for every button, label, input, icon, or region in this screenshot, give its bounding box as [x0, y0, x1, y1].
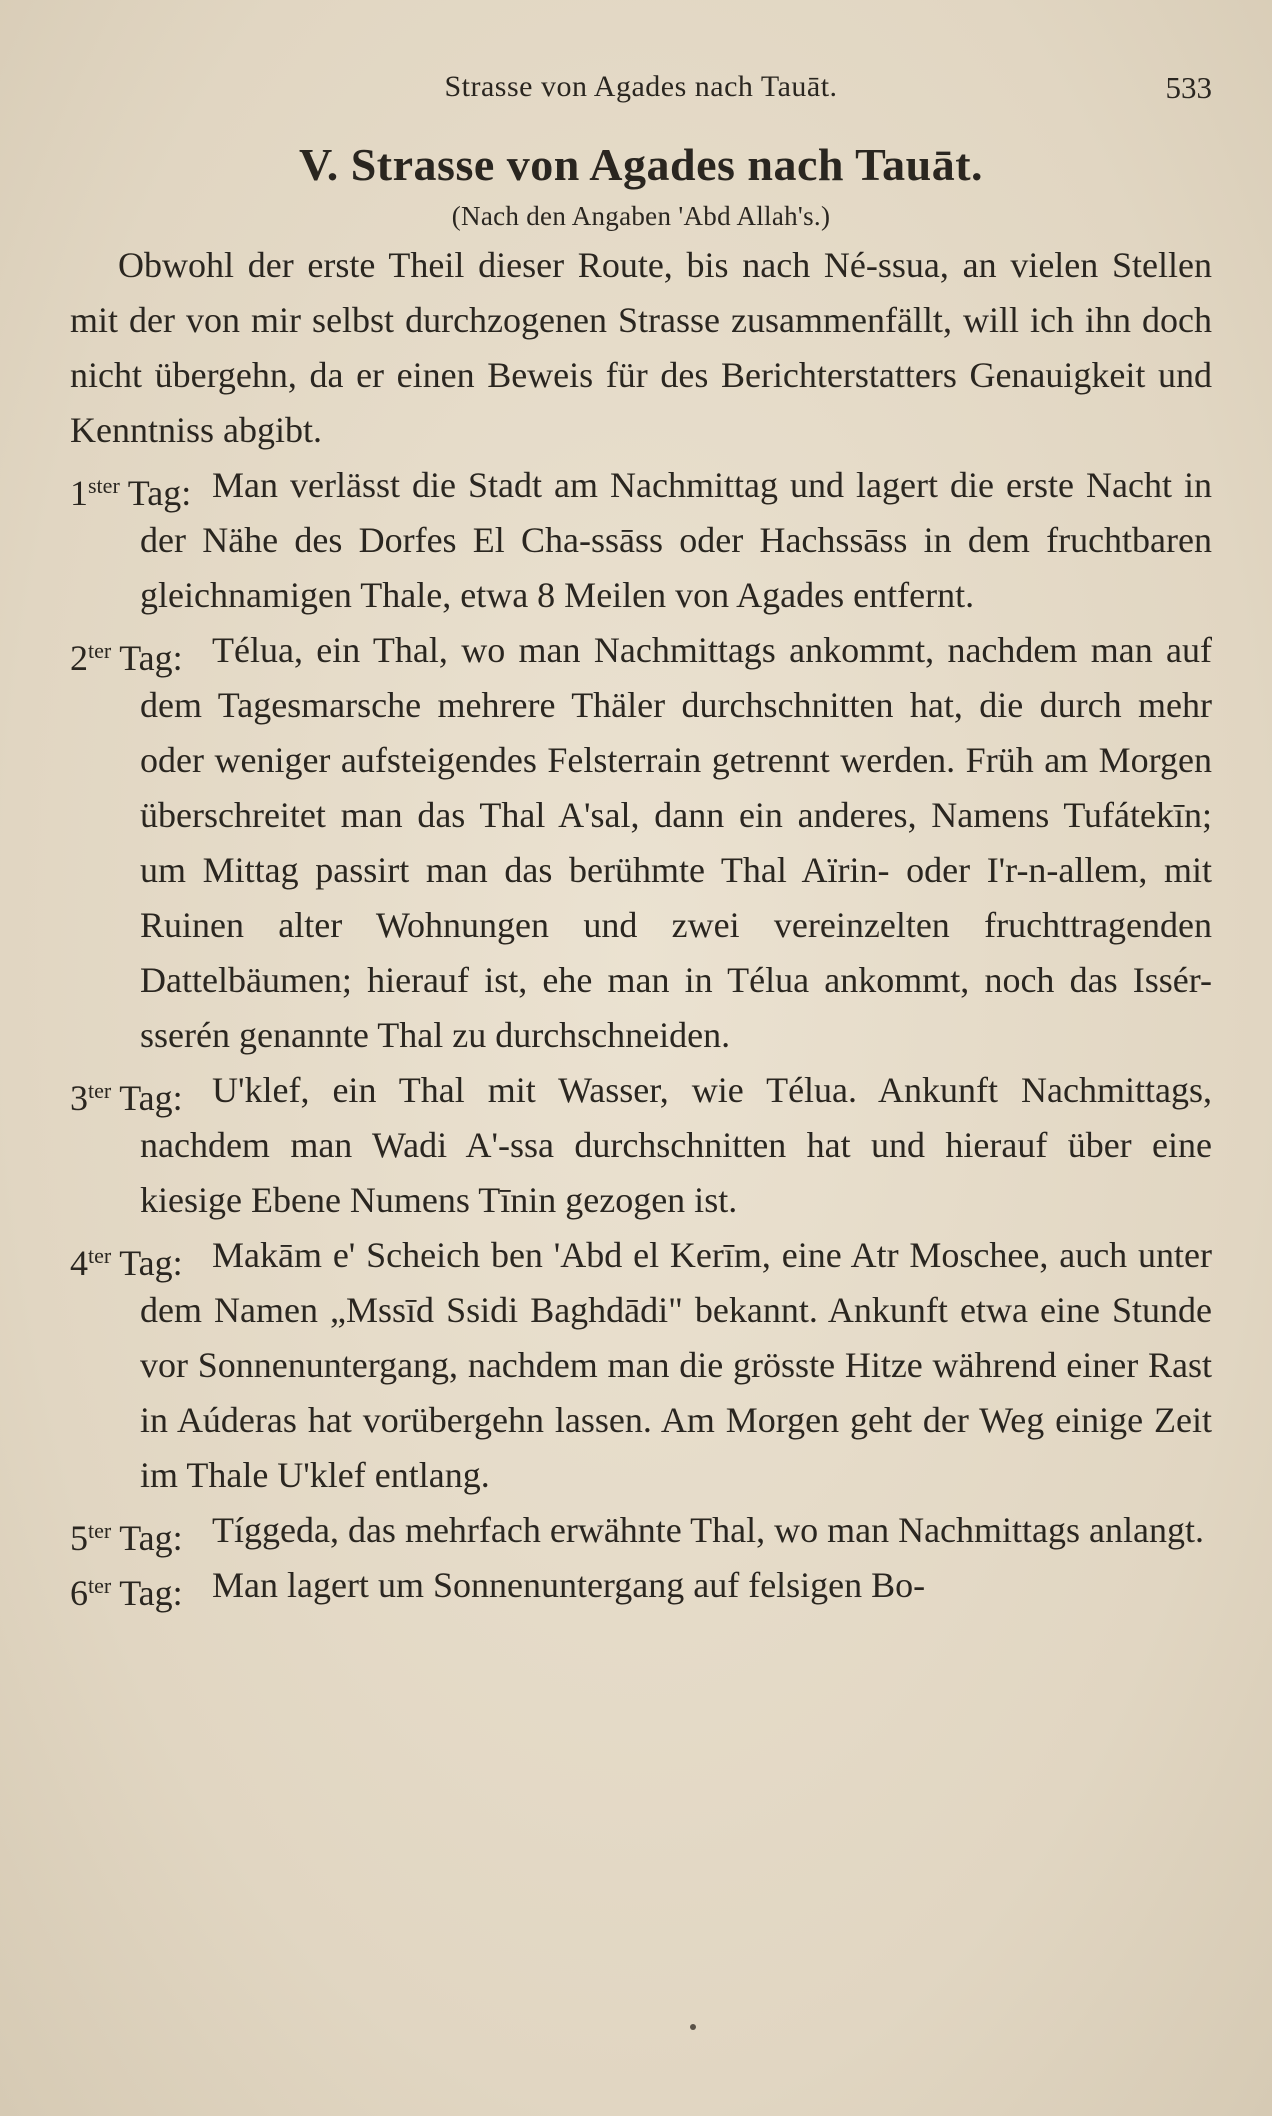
day-number: $4^{ter}$	[70, 1243, 112, 1283]
day-entries	[70, 458, 1212, 1613]
day-text: Man verlässt die Stadt am Nachmittag und lagert die erste Nacht in der Nähe des Dorfes El Cha-ssāss oder Hachssāss in dem fruchtbaren gleichnamigen Thale, etwa 8 Meilen von Agades entfernt.	[140, 465, 1212, 615]
day-tag-word: Tag:	[119, 1518, 183, 1558]
day-entry	[70, 623, 1212, 1063]
day-label	[70, 1503, 183, 1566]
day-label	[70, 1228, 183, 1291]
day-label	[70, 623, 183, 686]
day-tag-word: Tag:	[127, 473, 192, 513]
day-number: $1^{ster}$	[70, 473, 120, 513]
day-tag-word: Tag:	[119, 1078, 183, 1118]
day-number: $3^{ter}$	[70, 1078, 112, 1118]
day-text: U'klef, ein Thal mit Wasser, wie Télua. Ankunft Nachmittags, nachdem man Wadi A'-ssa durchschnitten hat und hierauf über eine kiesige Ebene Numens Tīnin gezogen ist.	[140, 1070, 1212, 1220]
running-title: Strasse von Agades nach Tauāt.	[444, 70, 838, 103]
day-tag-word: Tag:	[119, 638, 183, 678]
day-entry	[70, 458, 1212, 623]
day-entry	[70, 1558, 1212, 1613]
day-label	[70, 1558, 183, 1621]
day-number: $6^{ter}$	[70, 1573, 112, 1613]
day-text: Télua, ein Thal, wo man Nachmittags ankommt, nachdem man auf dem Tagesmarsche mehrere Thäler durchschnitten hat, die durch mehr oder weniger aufsteigendes Felsterrain getrennt werden. Früh am Morgen überschreitet man das Thal A'sal, dann ein anderes, Namens Tufátekīn; um Mittag passirt man das berühmte Thal Aïrin- oder I'r-n-allem, mit Ruinen alter Wohnungen und zwei vereinzelten fruchttragenden Dattelbäumen; hierauf ist, ehe man in Télua ankommt, noch das Issér-sserén genannte Thal zu durchschneiden.	[140, 630, 1212, 1055]
day-entry	[70, 1228, 1212, 1503]
section-source: (Nach den Angaben 'Abd Allah's.)	[451, 201, 831, 231]
day-tag-word: Tag:	[119, 1243, 183, 1283]
day-tag-word: Tag:	[119, 1573, 183, 1613]
day-entry	[70, 1503, 1212, 1558]
day-number: $2^{ter}$	[70, 638, 112, 678]
day-text: Tíggeda, das mehrfach erwähnte Thal, wo man Nachmittags anlangt.	[212, 1510, 1204, 1550]
intro-paragraph: Obwohl der erste Theil dieser Route, bis nach Né-ssua, an vielen Stellen mit der von mir selbst durchzogenen Strasse zusammenfällt, will ich ihn doch nicht übergehn, da er einen Beweis für des Berichterstatters Genauigkeit und Kenntniss abgibt.	[70, 245, 1212, 450]
day-entry	[70, 1063, 1212, 1228]
day-text: Man lagert um Sonnenuntergang auf felsigen Bo-	[212, 1565, 926, 1605]
page-speck	[690, 2024, 696, 2030]
running-head	[70, 70, 1212, 114]
page-number: 533	[1165, 70, 1212, 105]
section-title: V. Strasse von Agades nach Tauāt.	[298, 139, 984, 190]
day-label	[70, 1063, 183, 1126]
day-text: Makām e' Scheich ben 'Abd el Kerīm, eine Atr Moschee, auch unter dem Namen „Mssīd Ssidi Baghdādi" bekannt. Ankunft etwa eine Stunde vor Sonnenuntergang, nachdem man die grösste Hitze während einer Rast in Aúderas hat vorübergehn lassen. Am Morgen geht der Weg einige Zeit im Thale U'klef entlang.	[140, 1235, 1212, 1495]
day-number: $5^{ter}$	[70, 1518, 112, 1558]
day-label	[70, 458, 191, 521]
